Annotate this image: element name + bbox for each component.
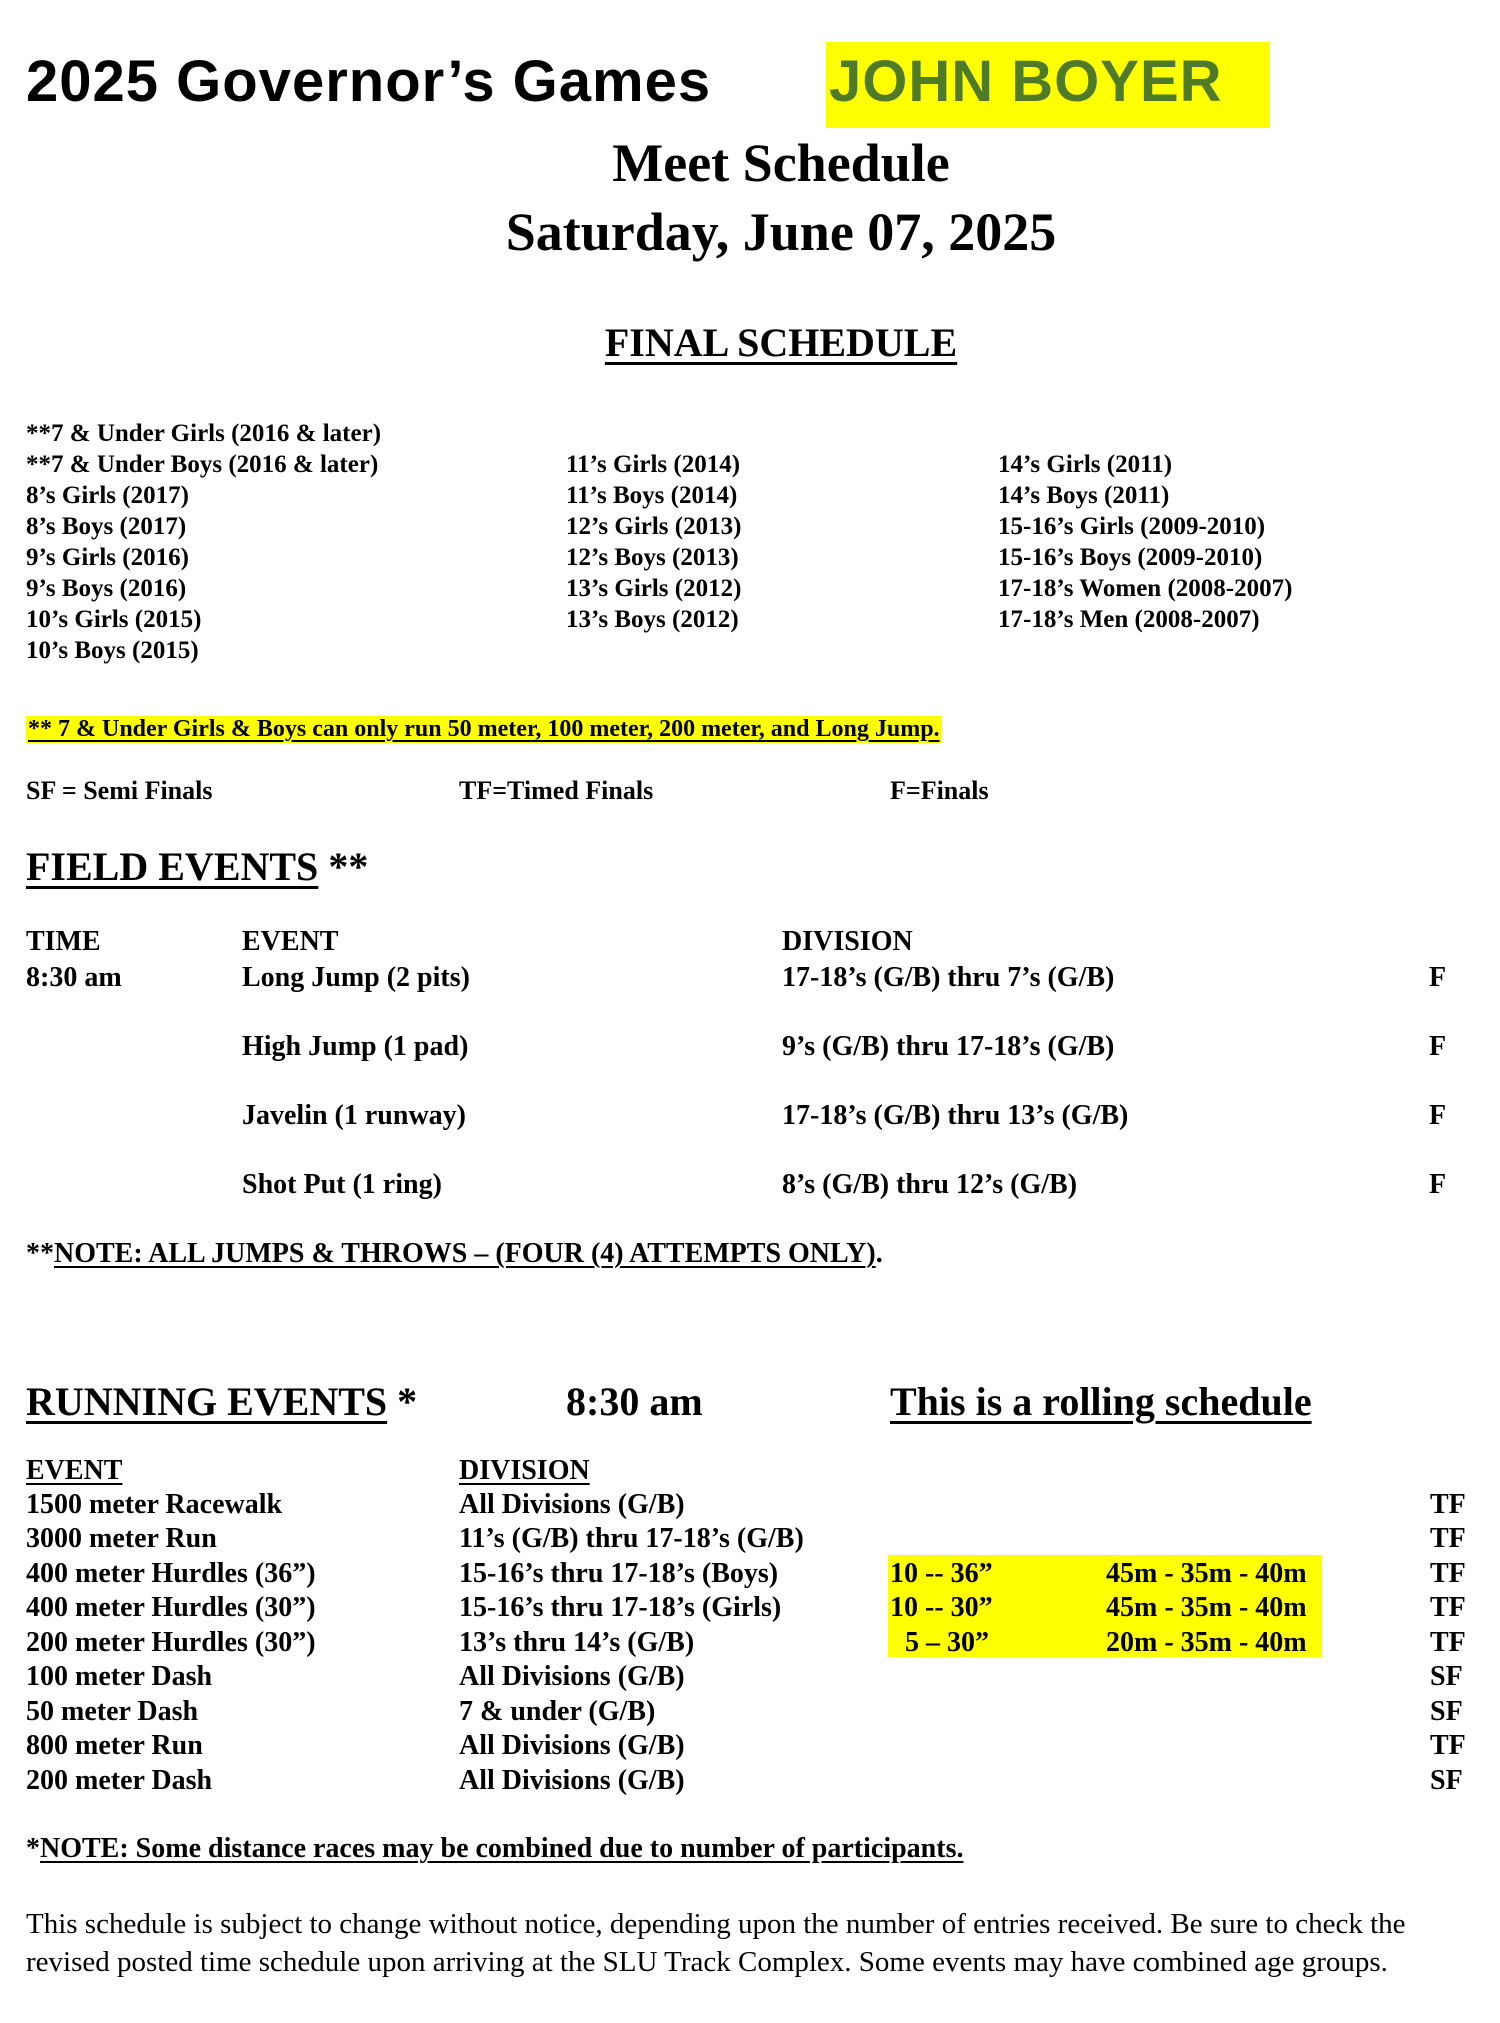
field-division: 9’s (G/B) thru 17-18’s (G/B)	[782, 1031, 1115, 1062]
division-item: 15-16’s Girls (2009-2010)	[998, 513, 1266, 540]
field-event: Shot Put (1 ring)	[242, 1169, 442, 1200]
running-events-title: RUNNING EVENTS	[26, 1379, 388, 1424]
meet-date: Saturday, June 07, 2025	[505, 202, 1057, 262]
hurdle-spacing: 45m - 35m - 40m	[1106, 1558, 1307, 1589]
running-type: TF	[1430, 1592, 1466, 1623]
running-type: TF	[1430, 1730, 1466, 1761]
division-item: **7 & Under Boys (2016 & later)	[26, 451, 379, 478]
rolling-schedule-label: This is a rolling schedule	[890, 1379, 1312, 1424]
division-item: 10’s Boys (2015)	[26, 637, 199, 664]
legend-f: F=Finals	[890, 776, 989, 805]
division-item: 17-18’s Men (2008-2007)	[998, 606, 1260, 633]
division-item: **7 & Under Girls (2016 & later)	[26, 420, 382, 447]
field-header-time: TIME	[26, 926, 101, 957]
running-header-division	[459, 1455, 590, 1487]
running-division: All Divisions (G/B)	[459, 1730, 685, 1761]
running-header-event-label: EVENT	[26, 1455, 123, 1486]
hurdle-count: 5 – 30”	[905, 1627, 989, 1658]
field-note-text: NOTE: ALL JUMPS & THROWS – (FOUR (4) ATTEMPTS ONLY)	[54, 1238, 876, 1269]
running-type: TF	[1430, 1558, 1466, 1589]
division-item: 17-18’s Women (2008-2007)	[998, 575, 1293, 602]
running-type: TF	[1430, 1627, 1466, 1658]
running-division: All Divisions (G/B)	[459, 1765, 685, 1796]
field-note-suffix: .	[875, 1238, 883, 1269]
running-type: SF	[1430, 1696, 1463, 1727]
field-events-heading	[26, 843, 368, 890]
running-event: 50 meter Dash	[26, 1696, 199, 1727]
hurdle-count: 10 -- 30”	[890, 1592, 993, 1623]
final-schedule-label: FINAL SCHEDULE	[604, 320, 958, 365]
hurdle-spacing: 20m - 35m - 40m	[1106, 1627, 1307, 1658]
running-header-event	[26, 1455, 122, 1487]
field-type: F	[1429, 1100, 1447, 1131]
division-list-col3	[998, 449, 1292, 635]
division-item: 8’s Girls (2017)	[26, 482, 189, 509]
running-event: 200 meter Hurdles (30”)	[26, 1627, 316, 1658]
running-division: All Divisions (G/B)	[459, 1661, 685, 1692]
field-time: 8:30 am	[26, 962, 122, 993]
running-event: 200 meter Dash	[26, 1765, 213, 1796]
hurdle-count: 10 -- 36”	[890, 1558, 993, 1589]
legend-tf: TF=Timed Finals	[459, 776, 654, 805]
running-type: SF	[1430, 1661, 1463, 1692]
field-division: 8’s (G/B) thru 12’s (G/B)	[782, 1169, 1078, 1200]
running-division: 11’s (G/B) thru 17-18’s (G/B)	[459, 1523, 804, 1554]
legend-sf: SF = Semi Finals	[26, 776, 213, 805]
field-type: F	[1429, 1031, 1447, 1062]
rolling-schedule-heading	[890, 1378, 1312, 1425]
field-events-title-mark: **	[318, 844, 369, 889]
running-note-text: NOTE: Some distance races may be combined due to number of participants.	[40, 1833, 964, 1864]
division-item: 11’s Girls (2014)	[566, 451, 741, 478]
running-event: 400 meter Hurdles (30”)	[26, 1592, 316, 1623]
division-item: 15-16’s Boys (2009-2010)	[998, 544, 1263, 571]
division-item: 14’s Girls (2011)	[998, 451, 1173, 478]
running-event: 100 meter Dash	[26, 1661, 213, 1692]
field-event: High Jump (1 pad)	[242, 1031, 469, 1062]
seven-under-note: ** 7 & Under Girls & Boys can only run 50 meter, 100 meter, 200 meter, and Long Jump.	[28, 716, 940, 742]
hurdle-spacing: 45m - 35m - 40m	[1106, 1592, 1307, 1623]
field-division: 17-18’s (G/B) thru 13’s (G/B)	[782, 1100, 1129, 1131]
field-note	[26, 1238, 883, 1270]
division-item: 13’s Girls (2012)	[566, 575, 742, 602]
running-events-time: 8:30 am	[566, 1379, 703, 1424]
field-header-event: EVENT	[242, 926, 339, 957]
document-title: 2025 Governor’s Games	[26, 49, 712, 114]
running-event: 1500 meter Racewalk	[26, 1489, 283, 1520]
running-note	[26, 1833, 963, 1865]
running-event: 3000 meter Run	[26, 1523, 217, 1554]
division-list-col1	[26, 418, 381, 666]
division-item: 12’s Girls (2013)	[566, 513, 742, 540]
field-type: F	[1429, 962, 1447, 993]
running-division: 13’s thru 14’s (G/B)	[459, 1627, 695, 1658]
running-division: 15-16’s thru 17-18’s (Girls)	[459, 1592, 782, 1623]
division-item: 12’s Boys (2013)	[566, 544, 739, 571]
running-events-heading	[26, 1378, 417, 1425]
running-type: SF	[1430, 1765, 1463, 1796]
field-event: Long Jump (2 pits)	[242, 962, 470, 993]
field-header-division: DIVISION	[782, 926, 913, 957]
running-event: 400 meter Hurdles (36”)	[26, 1558, 316, 1589]
division-list-col2	[566, 449, 741, 635]
division-item: 9’s Boys (2016)	[26, 575, 187, 602]
disclaimer-paragraph: This schedule is subject to change without notice, depending upon the number of entries received. Be sure to check the revised posted time schedule upon arriving at the SLU Track Complex. Some events may have combined age groups.	[26, 1908, 1406, 1978]
running-event: 800 meter Run	[26, 1730, 203, 1761]
division-item: 13’s Boys (2012)	[566, 606, 739, 633]
running-division: All Divisions (G/B)	[459, 1489, 685, 1520]
division-item: 14’s Boys (2011)	[998, 482, 1170, 509]
field-note-prefix: **	[26, 1238, 54, 1269]
running-type: TF	[1430, 1489, 1466, 1520]
page-subtitle: Meet Schedule	[612, 133, 950, 193]
division-item: 10’s Girls (2015)	[26, 606, 202, 633]
running-header-division-label: DIVISION	[459, 1455, 590, 1486]
field-type: F	[1429, 1169, 1447, 1200]
field-division: 17-18’s (G/B) thru 7’s (G/B)	[782, 962, 1115, 993]
running-division: 15-16’s thru 17-18’s (Boys)	[459, 1558, 779, 1589]
running-division: 7 & under (G/B)	[459, 1696, 656, 1727]
running-events-title-mark: *	[387, 1379, 418, 1424]
division-item: 8’s Boys (2017)	[26, 513, 187, 540]
division-item: 11’s Boys (2014)	[566, 482, 738, 509]
athlete-name: JOHN BOYER	[829, 49, 1223, 114]
field-event: Javelin (1 runway)	[242, 1100, 466, 1131]
division-item: 9’s Girls (2016)	[26, 544, 189, 571]
running-type: TF	[1430, 1523, 1466, 1554]
field-events-title: FIELD EVENTS	[26, 844, 319, 889]
final-schedule-heading	[0, 319, 1500, 366]
running-note-prefix: *	[26, 1833, 40, 1864]
